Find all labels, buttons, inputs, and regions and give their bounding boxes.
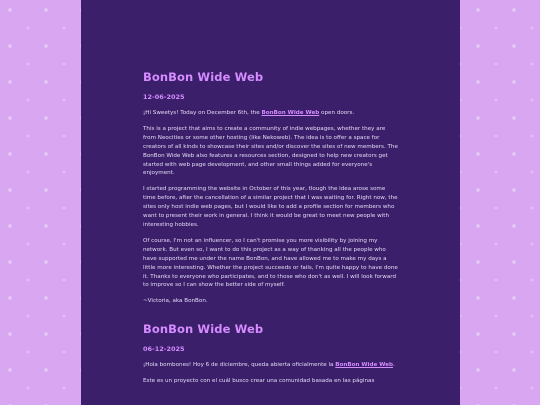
intro-text: ¡Hi Sweetys! Today on December 6th, the	[143, 110, 262, 116]
post-title: BonBon Wide Web	[143, 322, 264, 337]
post-title: BonBon Wide Web	[143, 70, 264, 84]
post-paragraph: Este es un proyecto con el cuál busco crear una comunidad basada en las páginas	[143, 378, 375, 385]
post-paragraph: This is a project that aims to create a community of indie webpages, whether they are from Neocities or some other hosting (like Nekoweb). The idea is to offer a space for creators of all kinds to showcase their sites and/or discover the sites of new members. The BonBon Wide Web also features a resources section, designed to help new creators get started with web page development, and other small things added for everyone's enjoyment.	[143, 125, 398, 177]
intro-text: ¡Hola bombones! Hoy 6 de diciembre, queda abierta oficialmente la	[143, 362, 336, 369]
bonbon-wide-web-link[interactable]: BonBon Wide Web	[335, 362, 393, 369]
post-signature: ~Victoria, aka BonBon.	[143, 298, 208, 305]
intro-text-end: open doors.	[319, 110, 355, 116]
post-separator	[143, 306, 398, 322]
post-intro	[143, 361, 398, 370]
intro-text-end: .	[393, 362, 395, 369]
post-paragraph: I started programming the website in October of this year, tlough the idea arose some time before, after the cancellation of a similar project that I was waiting for. Right now, the sites only host indie web pages, but I would like to add a profile section for members who want to present their work in general. I think it would be great to meet new people with interesting hobbies.	[143, 186, 398, 228]
bonbon-wide-web-link[interactable]: BonBon Wide Web	[261, 110, 320, 116]
post-english	[143, 70, 398, 306]
post-date: 12-06-2025	[143, 93, 185, 101]
main-column	[81, 0, 460, 405]
post-spanish	[143, 322, 398, 386]
post-paragraph: Of course, I'm not an influencer, so I can't promise you more visibility by joining my network. But even so, I want to do this project as a way of thanking all the people who have supported me under the name BonBon, and have allowed me to make my days a little more interesting. Whether the project succeeds or fails, I'm quite happy to have done it. Thanks to everyone who participates, and to those who don't as well. I will look forward to improve so I can show the better side of myself.	[143, 237, 398, 289]
blog-content	[143, 70, 398, 386]
post-intro	[143, 109, 398, 118]
post-date: 06-12-2025	[143, 345, 185, 354]
